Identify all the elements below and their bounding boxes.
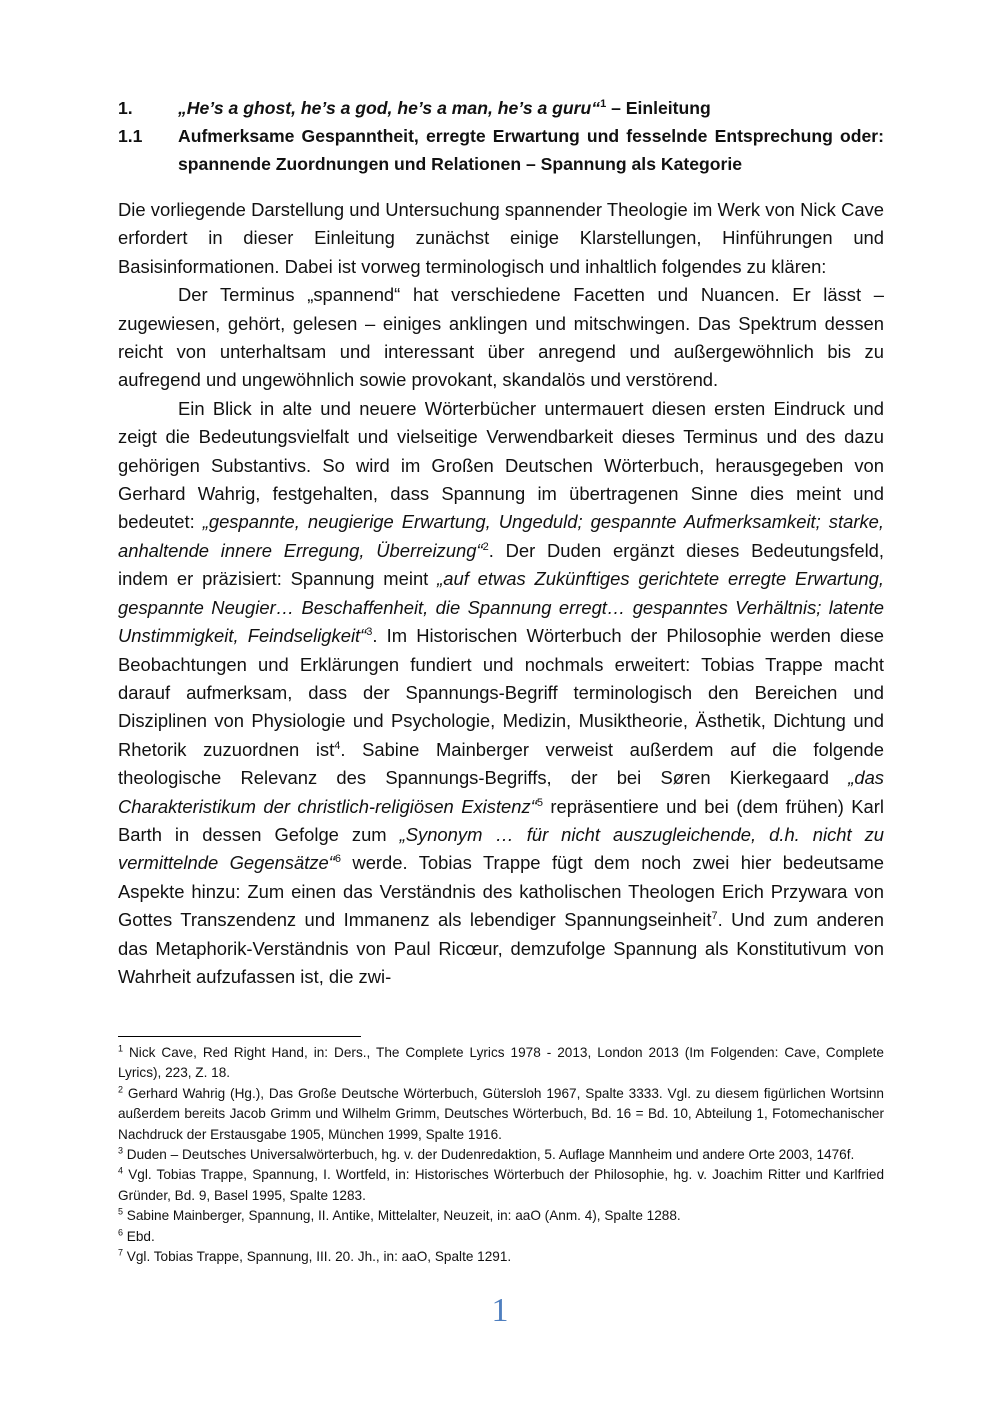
footnote-number: 4 [118,1165,124,1176]
paragraph: Der Terminus „spannend“ hat verschiedene Facetten und Nuancen. Er lässt – zugewiesen, gehört, gelesen – einiges anklingen und mitschwingen. Das Spektrum dessen reicht von unterhaltsam und interessant über anregend und außergewöhnlich bis zu aufregend und ungewöhnlich sowie provokant, skandalös und verstörend. [118,284,884,391]
footnote [118,1043,884,1084]
footnote-ref[interactable]: 1 [600,98,607,111]
chapter-number: 1. [118,98,133,118]
paragraph [118,395,884,992]
footnote-ref[interactable]: 3 [366,625,373,638]
footnote-number: 6 [118,1227,124,1238]
footnote-text: Vgl. Tobias Trappe, Spannung, I. Wortfeld, in: Historisches Wörterbuch der Philosophie, hg. v. Joachim Ritter und Karlfried Gründer, Bd. 9, Basel 1995, Spalte 1283. [118,1167,885,1203]
text-run: . Und zum anderen das Metaphorik-Verständnis von Paul Ricœur, demzufolge Spannung als Konstitutivum von Wahrheit aufzufassen ist, die zwi- [118,909,884,987]
footnote-text: Duden – Deutsches Universalwörterbuch, hg. v. der Dudenredaktion, 5. Auflage Mannheim und andere Orte 2003, 1476f. [126,1147,855,1163]
quotation: „Synonym … für nicht auszugleichende, d.h. nicht zu vermittelnde Gegensätze“ [118,823,885,874]
footnote [118,1165,884,1206]
footnote-number: 7 [118,1247,124,1258]
section-title: Aufmerksame Gespanntheit, erregte Erwartung und fesselnde Entsprechung oder: spannende Zuordnungen und Relationen – Spannung als Kategorie [178,126,884,174]
text-run: . Im Historischen Wörterbuch der Philosophie werden diese Beobachtungen und Erklärungen fundiert und nochmals erweitert: Tobias Trappe macht darauf aufmerksam, dass der Spannungs-Begriff terminologisch den Bereichen und Disziplinen von Physiologie und Psychologie, Medizin, Musiktheorie, Ästhetik, Dichtung und Rhetorik zuzuordnen ist [118,625,884,760]
footnote [118,1206,884,1226]
quotation: „auf etwas Zukünftiges gerichtete erregte Erwartung, gespannte Neugier… Beschaffenheit, die Spannung erregt… gespanntes Verhältnis; latente Unstimmigkeit, Feindseligkeit“ [118,568,884,647]
text-run: . Der Duden ergänzt dieses Bedeutungsfeld, indem er präzisiert: Spannung meint [118,539,884,590]
section-number: 1.1 [118,126,143,146]
footnote [118,1227,884,1247]
text-run: . Sabine Mainberger verweist außerdem auf die folgende theologische Relevanz des Spannungs-Begriffs, der bei Søren Kierkegaard [118,738,884,789]
footnote-ref[interactable]: 6 [334,853,342,866]
footnote-ref[interactable]: 2 [482,540,489,553]
page-number: 1 [491,1292,509,1329]
footnote-number: 1 [118,1043,124,1054]
chapter-heading [118,94,884,122]
footnotes [118,1043,884,1267]
chapter-title-quote: „He’s a ghost, he’s a god, he’s a man, he’s a guru“ [178,98,601,118]
quotation: „das Charakteristikum der christlich-religiösen Existenz“ [118,767,884,817]
footnote-ref[interactable]: 5 [536,796,543,809]
text-run: werde. Tobias Trappe fügt dem noch zwei hier bedeutsame Aspekte hinzu: Zum einen das Verständnis des katholischen Theologen Erich Przywara von Gottes Transzendenz und Immanenz als lebendiger Spannungseinheit [118,852,885,931]
footnote-number: 3 [118,1145,124,1156]
footnote-number: 2 [118,1084,124,1095]
text-run: Ein Blick in alte und neuere Wörterbücher untermauert diesen ersten Eindruck und zeigt die Bedeutungsvielfalt und vielseitige Verwendbarkeit dieses Terminus und des dazu gehörigen Substantivs. So wird im Großen Deutschen Wörterbuch, herausgegeben von Gerhard Wahrig, festgehalten, dass Spannung im übertragenen Sinne dies meint und bedeutet: [118,397,884,533]
footnote-text: Vgl. Tobias Trappe, Spannung, III. 20. Jh., in: aaO, Spalte 1291. [126,1249,512,1265]
chapter-title [178,94,884,122]
quotation: „gespannte, neugierige Erwartung, Ungeduld; gespannte Aufmerksamkeit; starke, anhaltende innere Erregung, Überreizung“ [118,511,884,561]
footnote [118,1247,884,1267]
footnote-ref[interactable]: 4 [334,739,341,752]
footnote-text: Ebd. [126,1228,155,1244]
footnote-text: Gerhard Wahrig (Hg.), Das Große Deutsche Wörterbuch, Gütersloh 1967, Spalte 3333. Vgl. zu diesem figürlichen Wortsinn außerdem bereits Jacob Grimm und Wilhelm Grimm, Deutsches Wörterbuch, Bd. 16 = Bd. 10, Abteilung 1, Fotomechanischer Nachdruck der Erstausgabe 1905, München 1999, Spalte 1916. [118,1085,884,1142]
footnote [118,1084,884,1145]
text-run: repräsentiere und bei (dem frühen) Karl Barth in dessen Gefolge zum [118,795,884,845]
footnote-text: Nick Cave, Red Right Hand, in: Ders., The Complete Lyrics 1978 - 2013, London 2013 (Im Folgenden: Cave, Complete Lyrics), 223, Z. 18. [118,1045,884,1081]
section-heading [118,122,884,178]
footnote [118,1145,884,1165]
footnote-ref[interactable]: 7 [711,910,718,923]
footnote-separator [118,1036,361,1037]
paragraph: Die vorliegende Darstellung und Untersuchung spannender Theologie im Werk von Nick Cave erfordert in dieser Einleitung zunächst einige Klarstellungen, Hinführungen und Basisinformationen. Dabei ist vorweg terminologisch und inhaltlich folgendes zu klären: [118,199,884,277]
footnote-number: 5 [118,1206,124,1217]
chapter-title-rest: – Einleitung [606,98,711,118]
footnote-text: Sabine Mainberger, Spannung, II. Antike, Mittelalter, Neuzeit, in: aaO (Anm. 4), Spalte 1288. [126,1208,681,1224]
body-text [118,196,884,991]
